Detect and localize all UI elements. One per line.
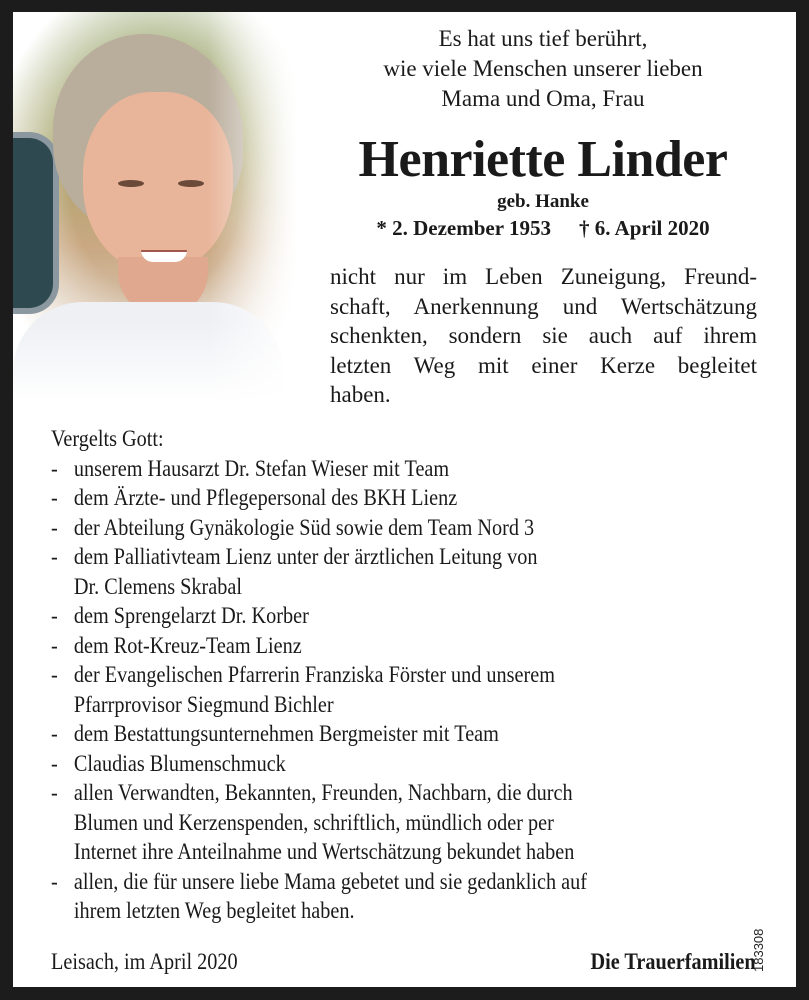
eye-shape bbox=[178, 180, 204, 187]
body-line: schaft, Anerkennung und Wertschätzung bbox=[330, 293, 757, 319]
intro-text bbox=[303, 24, 783, 114]
obituary-card bbox=[13, 12, 796, 987]
place-date: Leisach, im April 2020 bbox=[51, 949, 238, 974]
list-item-text: allen Verwandten, Bekannten, Freunden, Nachbarn, die durch bbox=[73, 780, 573, 805]
list-item bbox=[51, 719, 773, 749]
list-item-text: dem Bestattungsunternehmen Bergmeister mit Team bbox=[73, 721, 499, 746]
dash-bullet: - bbox=[51, 868, 58, 894]
dash-bullet: - bbox=[51, 603, 58, 628]
dash-bullet: - bbox=[51, 455, 58, 481]
thanks-heading: Vergelts Gott: bbox=[51, 426, 164, 451]
dash-bullet: - bbox=[51, 662, 58, 687]
list-item-text: dem Ärzte- und Pflegepersonal des BKH Lienz bbox=[73, 485, 458, 510]
signature: Die Trauerfamilien bbox=[590, 949, 756, 974]
dash-bullet: - bbox=[51, 544, 58, 569]
list-item-text: allen, die für unsere liebe Mama gebetet und sie gedanklich auf bbox=[73, 868, 587, 894]
list-item-text: der Evangelischen Pfarrerin Franziska Förster und unserem bbox=[73, 662, 555, 687]
list-item bbox=[51, 513, 773, 543]
list-item bbox=[51, 631, 773, 661]
eye-shape bbox=[118, 180, 144, 187]
dash-bullet: - bbox=[51, 721, 58, 746]
list-item-text: dem Rot-Kreuz-Team Lienz bbox=[73, 632, 302, 658]
list-item-text: der Abteilung Gynäkologie Süd sowie dem Team Nord 3 bbox=[73, 514, 535, 540]
body-line: letzten Weg mit einer Kerze begleitet bbox=[330, 352, 757, 378]
list-item-continuation: Internet ihre Anteilnahme und Wertschätzung bekundet haben bbox=[73, 839, 575, 864]
list-item bbox=[51, 454, 773, 484]
list-item-text: dem Sprengelarzt Dr. Korber bbox=[73, 603, 309, 628]
dash-bullet: - bbox=[51, 632, 58, 658]
list-item-text: unserem Hausarzt Dr. Stefan Wieser mit Team bbox=[73, 455, 450, 481]
body-line: nicht nur im Leben Zuneigung, Freund- bbox=[330, 264, 757, 289]
list-item-text: Claudias Blumenschmuck bbox=[73, 750, 286, 776]
deceased-name: Henriette Linder bbox=[358, 131, 728, 188]
list-item bbox=[51, 601, 773, 631]
list-item bbox=[51, 660, 773, 690]
list-item-continuation: Dr. Clemens Skrabal bbox=[73, 573, 242, 599]
portrait-photo bbox=[13, 12, 298, 402]
list-item bbox=[51, 542, 773, 572]
dash-bullet: - bbox=[51, 485, 58, 510]
list-item-text: dem Palliativteam Lienz unter der ärztlichen Leitung von bbox=[73, 544, 538, 569]
list-item-continuation: Pfarrprovisor Siegmund Bichler bbox=[73, 691, 334, 717]
intro-line: wie viele Menschen unserer lieben bbox=[383, 56, 703, 81]
birth-name: geb. Hanke bbox=[497, 191, 589, 212]
intro-line: Mama und Oma, Frau bbox=[441, 86, 645, 111]
photo-fade-bottom bbox=[13, 322, 298, 402]
body-paragraph bbox=[330, 262, 757, 410]
life-dates bbox=[303, 215, 783, 241]
list-item bbox=[51, 867, 773, 897]
smile-shape bbox=[141, 250, 187, 262]
dash-bullet: - bbox=[51, 780, 58, 805]
list-item-continuation: Blumen und Kerzenspenden, schriftlich, mündlich oder per bbox=[73, 809, 554, 835]
list-item-continuation: ihrem letzten Weg begleitet haben. bbox=[73, 898, 355, 923]
list-item bbox=[51, 749, 773, 779]
body-line: schenkten, sondern sie auch auf ihrem bbox=[330, 323, 757, 348]
list-item bbox=[51, 778, 773, 808]
body-line: haben. bbox=[330, 382, 391, 407]
birth-date: * 2. Dezember 1953 bbox=[376, 216, 551, 240]
death-date: † 6. April 2020 bbox=[578, 216, 710, 240]
list-item bbox=[51, 483, 773, 513]
car-seat-shape bbox=[13, 132, 59, 314]
intro-line: Es hat uns tief berührt, bbox=[438, 26, 648, 51]
dash-bullet: - bbox=[51, 750, 58, 776]
thanks-list bbox=[51, 424, 773, 926]
ad-id: 183308 bbox=[751, 928, 766, 972]
dash-bullet: - bbox=[51, 514, 58, 540]
